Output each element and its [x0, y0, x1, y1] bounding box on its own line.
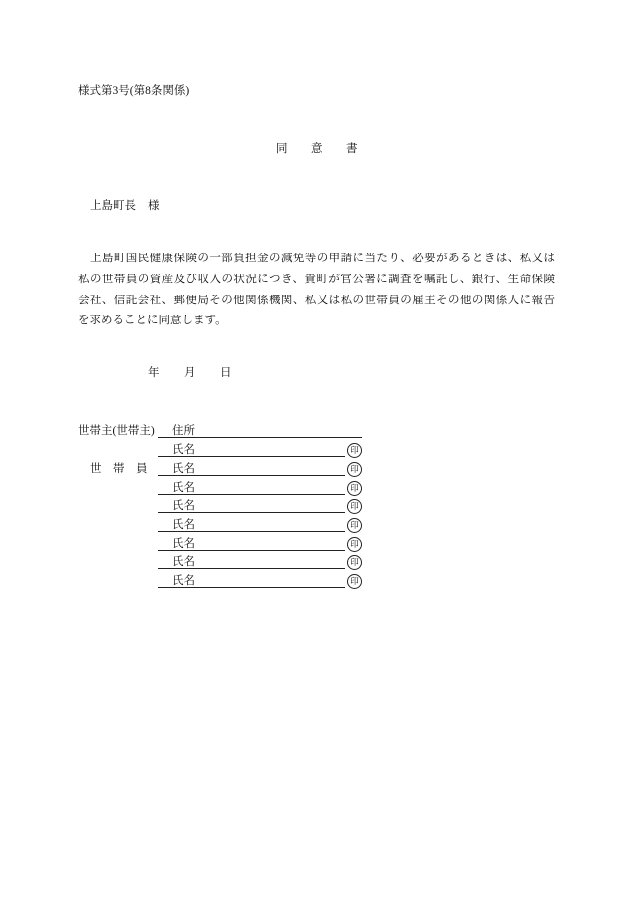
title-char: 同: [276, 143, 288, 155]
seal-mark: 印: [347, 499, 362, 514]
name-label: 氏名: [172, 556, 195, 568]
name-label: 氏名: [172, 463, 195, 475]
name-field: [158, 501, 345, 513]
name-field: [158, 464, 345, 476]
addressee-name: 上島町長: [90, 200, 136, 212]
paragraph-line: 会社、信託会社、郵便局その他関係機関、私又は私の世帯員の雇主その他の関係人に報告: [78, 295, 555, 306]
date-month-label: 月: [184, 367, 196, 379]
name-label: 氏名: [172, 537, 195, 550]
name-field: [158, 539, 345, 551]
date-day-label: 日: [220, 367, 232, 379]
member-label-char: 世: [90, 463, 102, 475]
household-head-label: 世帯主(世帯主): [78, 425, 155, 437]
title-char: 意: [311, 143, 323, 155]
seal-mark: 印: [347, 537, 362, 552]
seal-mark: 印: [347, 518, 362, 533]
addressee-honorific: 様: [148, 200, 160, 212]
name-label: 氏名: [172, 519, 195, 531]
name-label: 氏名: [172, 481, 195, 494]
seal-mark: 印: [347, 443, 362, 458]
member-label-char: 帯: [113, 463, 125, 475]
seal-mark: 印: [347, 462, 362, 477]
paragraph-line: を求めることに同意します。: [78, 315, 227, 326]
name-field: [158, 557, 345, 569]
seal-mark: 印: [347, 555, 362, 570]
title-char: 書: [346, 143, 358, 155]
name-field: [158, 520, 345, 532]
name-label: 氏名: [172, 444, 195, 456]
name-field: [158, 445, 345, 457]
date-year-label: 年: [148, 367, 160, 379]
seal-mark: 印: [347, 481, 362, 496]
paragraph-line: 私の世帯員の資産及び収入の状況につき、貴町が官公署に調査を嘱託し、銀行、生命保険: [78, 274, 555, 285]
address-field: [158, 426, 362, 438]
paragraph-line: 上島町国民健康保険の一部負担金の減免等の申請に当たり、必要があるときは、私又は: [90, 253, 555, 264]
form-number: 様式第3号(第8条関係): [78, 85, 190, 97]
name-field: [158, 483, 345, 495]
seal-mark: 印: [347, 574, 362, 589]
name-label: 氏名: [172, 575, 195, 587]
member-label-char: 員: [136, 463, 148, 475]
address-label: 住所: [172, 425, 195, 437]
name-label: 氏名: [172, 500, 195, 512]
name-field: [158, 576, 345, 588]
